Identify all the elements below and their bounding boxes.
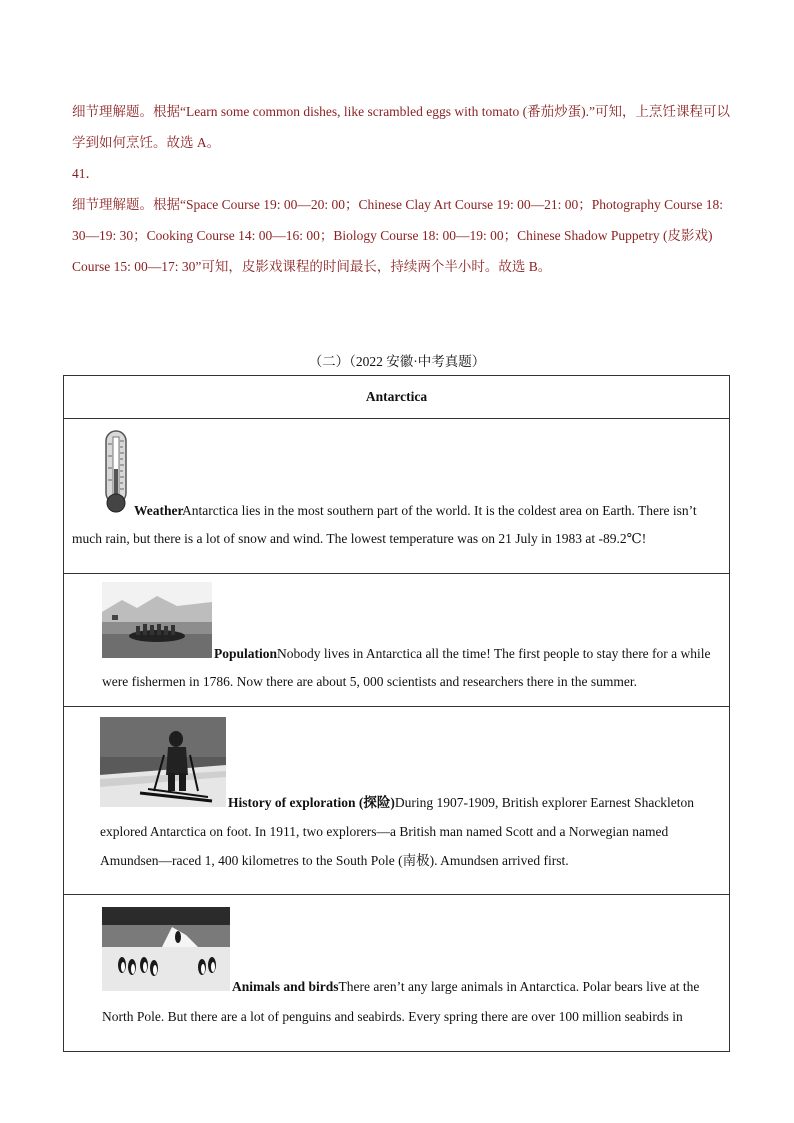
table-row-history (64, 707, 730, 895)
population-text: Nobody lives in Antarctica all the time! The first people to stay there for a while were fishermen in 1786. Now there are about 5, 000 scientists and researchers there in the summer. (102, 646, 711, 689)
boat-photo (102, 582, 212, 668)
question-number: 41． (72, 166, 99, 181)
history-heading: History of exploration (探险) (228, 795, 395, 810)
penguins-photo (102, 907, 230, 1002)
history-text: During 1907-1909, British explorer Earnest Shackleton explored Antarctica on foot. In 1911, two explorers—a British man named Scott and a Norwegian named Amundsen—raced 1, 400 kilometres to the South Pole (南极). Amundsen arrived first. (100, 795, 695, 868)
explorer-photo (100, 717, 226, 817)
table-header: Antarctica (64, 376, 730, 419)
weather-text: Antarctica lies in the most southern part of the world. It is the coldest area on Earth. There isn’t much rain, but there is a lot of snow and wind. The lowest temperature was on 21 July in 1983 at -89.2℃! (72, 503, 697, 546)
analysis-paragraph-2: 细节理解题。根据“Space Course 19: 00—20: 00；Chinese Clay Art Course 19: 00—21: 00；Photography Course 18: 30—19: 30；Cooking Course 14: 00—16: 00；Biology Course 18: 00—19: 00；Chinese Shadow Puppetry (皮影戏) Course 15: 00—17: 30”可知，皮影戏课程的时间最长，持续两个半小时。故选 B。 (72, 197, 723, 274)
section-title: （二）（2022 安徽·中考真题） (308, 354, 486, 369)
antarctica-table (63, 375, 730, 1052)
population-heading: Population (214, 646, 278, 661)
table-row-weather (64, 419, 730, 574)
table-row-animals (64, 895, 730, 1052)
weather-heading: Weather (134, 503, 184, 518)
animals-text: There aren’t any large animals in Antarctica. Polar bears live at the North Pole. But there are a lot of penguins and seabirds. Every spring there are over 100 million seabirds in (102, 979, 700, 1024)
table-row-population (64, 574, 730, 707)
analysis-paragraph-1: 细节理解题。根据“Learn some common dishes, like scrambled eggs with tomato (番茄炒蛋).”可知，上烹饪课程可以学到如何烹饪。故选 A。 (72, 104, 731, 150)
animals-heading: Animals and birds (232, 979, 339, 994)
answer-analysis (72, 96, 732, 282)
